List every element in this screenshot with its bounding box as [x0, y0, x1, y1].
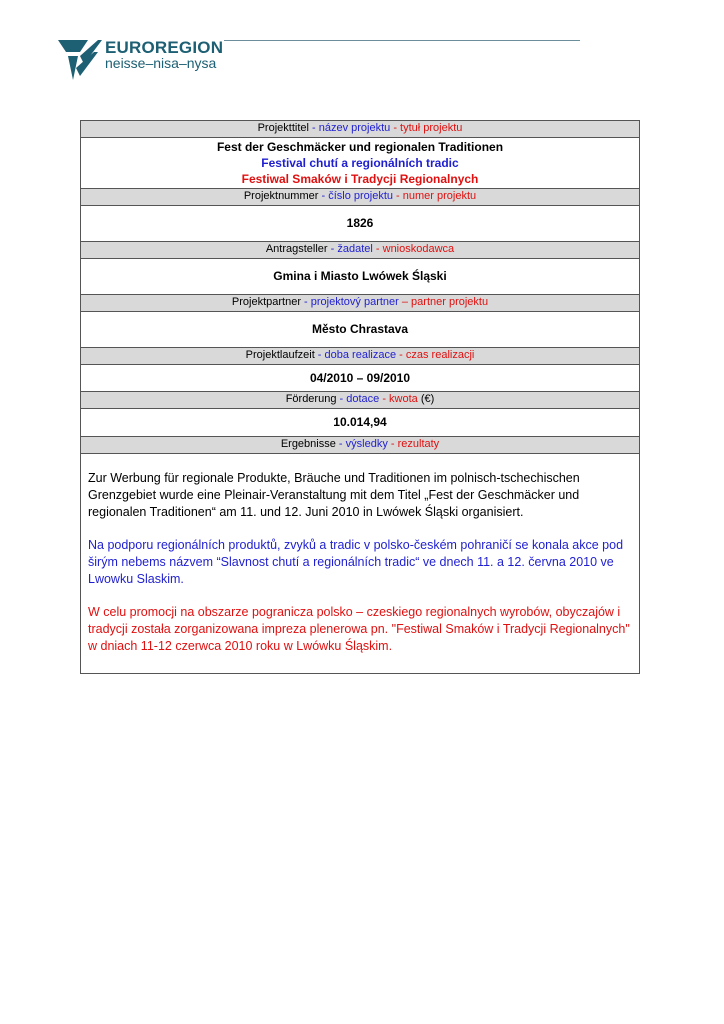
- results-header: Ergebnisse - výsledky - rezultaty: [81, 437, 639, 454]
- euroregion-logo-icon: [58, 38, 104, 82]
- results-body: [81, 454, 639, 673]
- number-value: 1826: [81, 206, 639, 242]
- duration-value: 04/2010 – 09/2010: [81, 365, 639, 392]
- logo-title: EUROREGION: [105, 38, 224, 57]
- title-pl: Festiwal Smaków i Tradycji Regionalnych: [241, 172, 479, 186]
- applicant-header: Antragsteller - žadatel - wnioskodawca: [81, 242, 639, 259]
- project-table: [80, 120, 640, 674]
- duration-header: Projektlaufzeit - doba realizace - czas realizacji: [81, 348, 639, 365]
- partner-header: Projektpartner - projektový partner – partner projektu: [81, 295, 639, 312]
- partner-value: Město Chrastava: [81, 312, 639, 348]
- results-de: Zur Werbung für regionale Produkte, Bräuche und Traditionen im polnisch-tschechischen Grenzgebiet wurde eine Pleinair-Veranstaltung mit dem Titel „Fest der Geschmäcker und regionalen Traditionen“ am 11. und 12. Juni 2010 in Lwówek Śląski organisiert.: [88, 471, 580, 519]
- title-header: Projekttitel - název projektu - tytuł projektu: [81, 121, 639, 138]
- results-pl: W celu promocji na obszarze pogranicza polsko – czeskiego regionalnych wyrobów, obyczajów i tradycji została zorganizowana impreza plenerowa pn. "Festiwal Smaków i Tradycji Regionalnych" w dniach 11-12 czerwca 2010 roku w Lwówku Śląskim.: [88, 605, 630, 653]
- title-values: [81, 138, 639, 189]
- logo-subtitle: neisse–nisa–nysa: [105, 55, 217, 71]
- number-header: Projektnummer - číslo projektu - numer projektu: [81, 189, 639, 206]
- title-cz: Festival chutí a regionálních tradic: [261, 156, 459, 170]
- funding-header: Förderung - dotace - kwota (€): [81, 392, 639, 409]
- euroregion-logo: [58, 38, 238, 82]
- applicant-value: Gmina i Miasto Lwówek Śląski: [81, 259, 639, 295]
- header-rule: [224, 40, 580, 41]
- title-de: Fest der Geschmäcker und regionalen Traditionen: [216, 140, 504, 154]
- results-cz: Na podporu regionálních produktů, zvyků a tradic v polsko-českém pohraničí se konala akce pod širým nebems názvem “Slavnost chutí a regionálních tradic“ ve dnech 11. a 12. června 2010 ve Lwowku Slaskim.: [88, 538, 624, 586]
- funding-value: 10.014,94: [81, 409, 639, 437]
